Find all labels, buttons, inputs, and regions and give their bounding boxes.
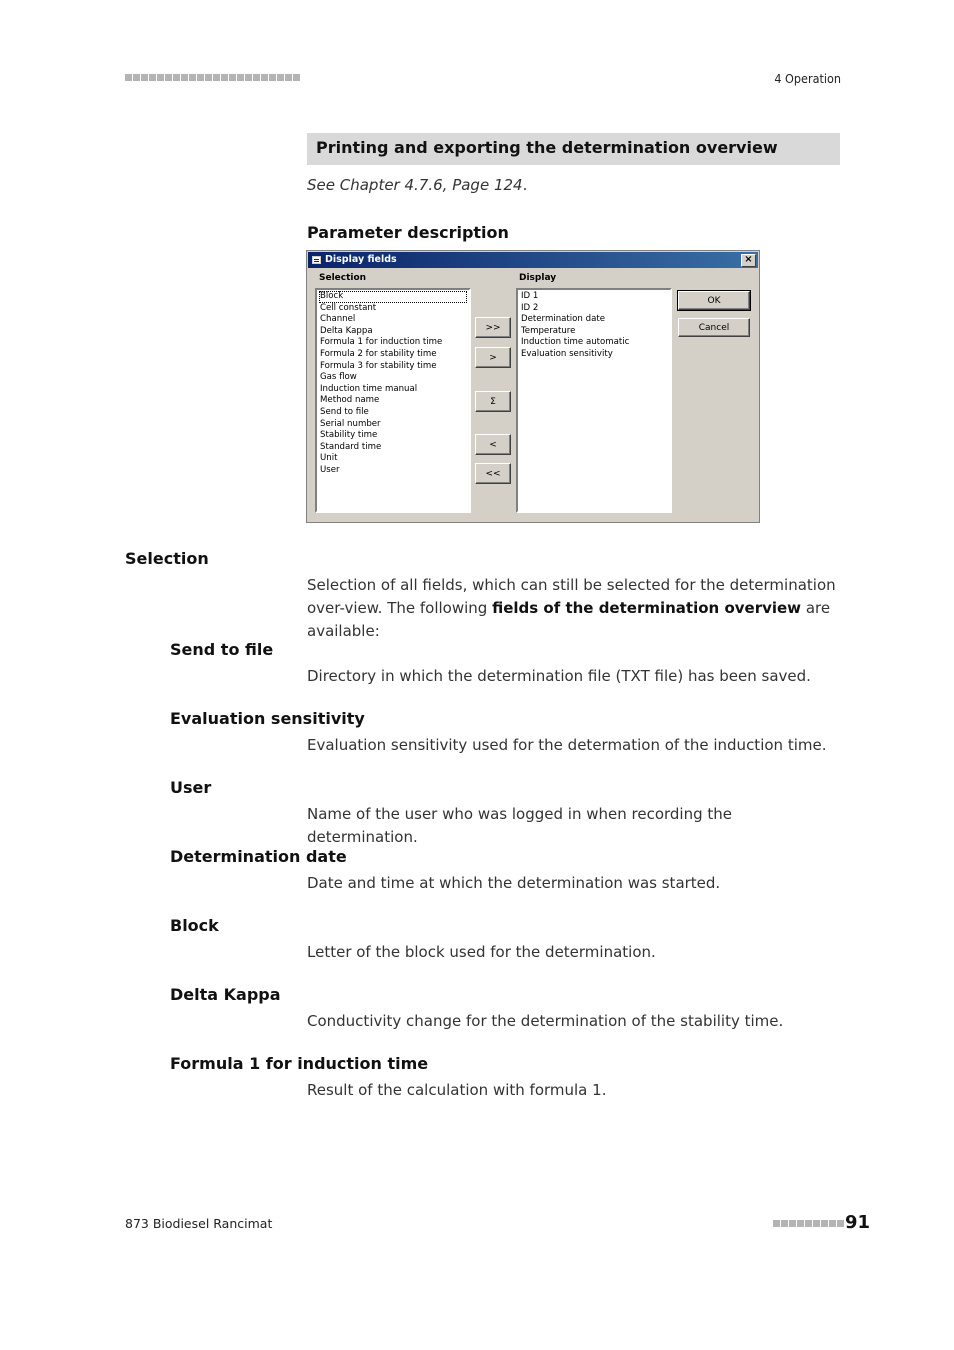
display-fields-dialog: [306, 250, 760, 523]
field-name: Evaluation sensitivity: [170, 709, 365, 728]
see-reference[interactable]: See Chapter 4.7.6, Page 124.: [307, 176, 528, 194]
list-item[interactable]: Cell constant: [320, 302, 377, 313]
list-item[interactable]: Serial number: [320, 418, 381, 429]
list-item[interactable]: Unit: [320, 453, 338, 464]
footer-decoration: [773, 1220, 844, 1227]
list-item[interactable]: Induction time manual: [320, 383, 418, 394]
field-name: Delta Kappa: [170, 985, 281, 1004]
display-listbox[interactable]: [516, 288, 672, 513]
field-name: Formula 1 for induction time: [170, 1054, 429, 1073]
list-item[interactable]: User: [320, 464, 340, 475]
header-decoration: [125, 74, 300, 81]
list-item[interactable]: Evaluation sensitivity: [521, 348, 613, 359]
selection-heading: Selection: [125, 549, 209, 568]
list-item[interactable]: Temperature: [521, 325, 576, 336]
field-name: Determination date: [170, 847, 347, 866]
display-label: Display: [519, 273, 557, 283]
field-description: Result of the calculation with formula 1.: [307, 1081, 607, 1099]
selection-label: Selection: [319, 273, 367, 283]
selection-listbox[interactable]: [315, 288, 471, 513]
field-name: User: [170, 778, 212, 797]
list-item[interactable]: Method name: [320, 395, 380, 406]
list-item[interactable]: Formula 2 for stability time: [320, 348, 437, 359]
header-chapter: 4 Operation: [774, 71, 841, 86]
parameter-heading: Parameter description: [307, 223, 509, 242]
list-item[interactable]: Delta Kappa: [320, 325, 373, 336]
list-item[interactable]: Block: [319, 291, 467, 303]
list-item[interactable]: Formula 3 for stability time: [320, 360, 437, 371]
window-icon: [312, 256, 321, 264]
selection-description: Selection of all fields, which can still be selected for the determination over-view. The following fields of the determination overview are available:: [307, 576, 836, 640]
remove-button[interactable]: <: [475, 434, 511, 455]
list-item[interactable]: Determination date: [521, 314, 605, 325]
list-item[interactable]: ID 1: [521, 291, 539, 301]
list-item[interactable]: Induction time automatic: [521, 337, 630, 348]
dialog-title: Display fields: [325, 254, 397, 265]
close-icon[interactable]: ×: [741, 254, 756, 267]
list-item[interactable]: Gas flow: [320, 372, 357, 383]
list-item[interactable]: Standard time: [320, 441, 382, 452]
list-item[interactable]: Formula 1 for induction time: [320, 337, 443, 348]
ok-button[interactable]: OK: [678, 291, 750, 310]
section-title: Printing and exporting the determination overview: [307, 133, 840, 165]
remove-all-button[interactable]: <<: [475, 463, 511, 484]
list-item[interactable]: Channel: [320, 314, 356, 325]
list-item[interactable]: Send to file: [320, 406, 369, 417]
field-description: Name of the user who was logged in when recording the determination.: [307, 805, 733, 846]
dialog-titlebar: [308, 252, 758, 268]
add-button[interactable]: >: [475, 347, 511, 368]
page-number: 91: [845, 1212, 871, 1233]
footer-product: 873 Biodiesel Rancimat: [125, 1216, 273, 1231]
field-description: Evaluation sensitivity used for the determation of the induction time.: [307, 736, 827, 754]
field-description: Date and time at which the determination was started.: [307, 874, 721, 892]
sum-button[interactable]: Σ: [475, 391, 511, 412]
field-description: Letter of the block used for the determination.: [307, 943, 656, 961]
field-name: Send to file: [170, 640, 274, 659]
field-description: Directory in which the determination file (TXT file) has been saved.: [307, 667, 811, 685]
list-item[interactable]: Stability time: [320, 430, 378, 441]
field-name: Block: [170, 916, 219, 935]
field-description: Conductivity change for the determination of the stability time.: [307, 1012, 784, 1030]
cancel-button[interactable]: Cancel: [678, 318, 750, 337]
add-all-button[interactable]: >>: [475, 317, 511, 338]
list-item[interactable]: ID 2: [521, 302, 539, 313]
